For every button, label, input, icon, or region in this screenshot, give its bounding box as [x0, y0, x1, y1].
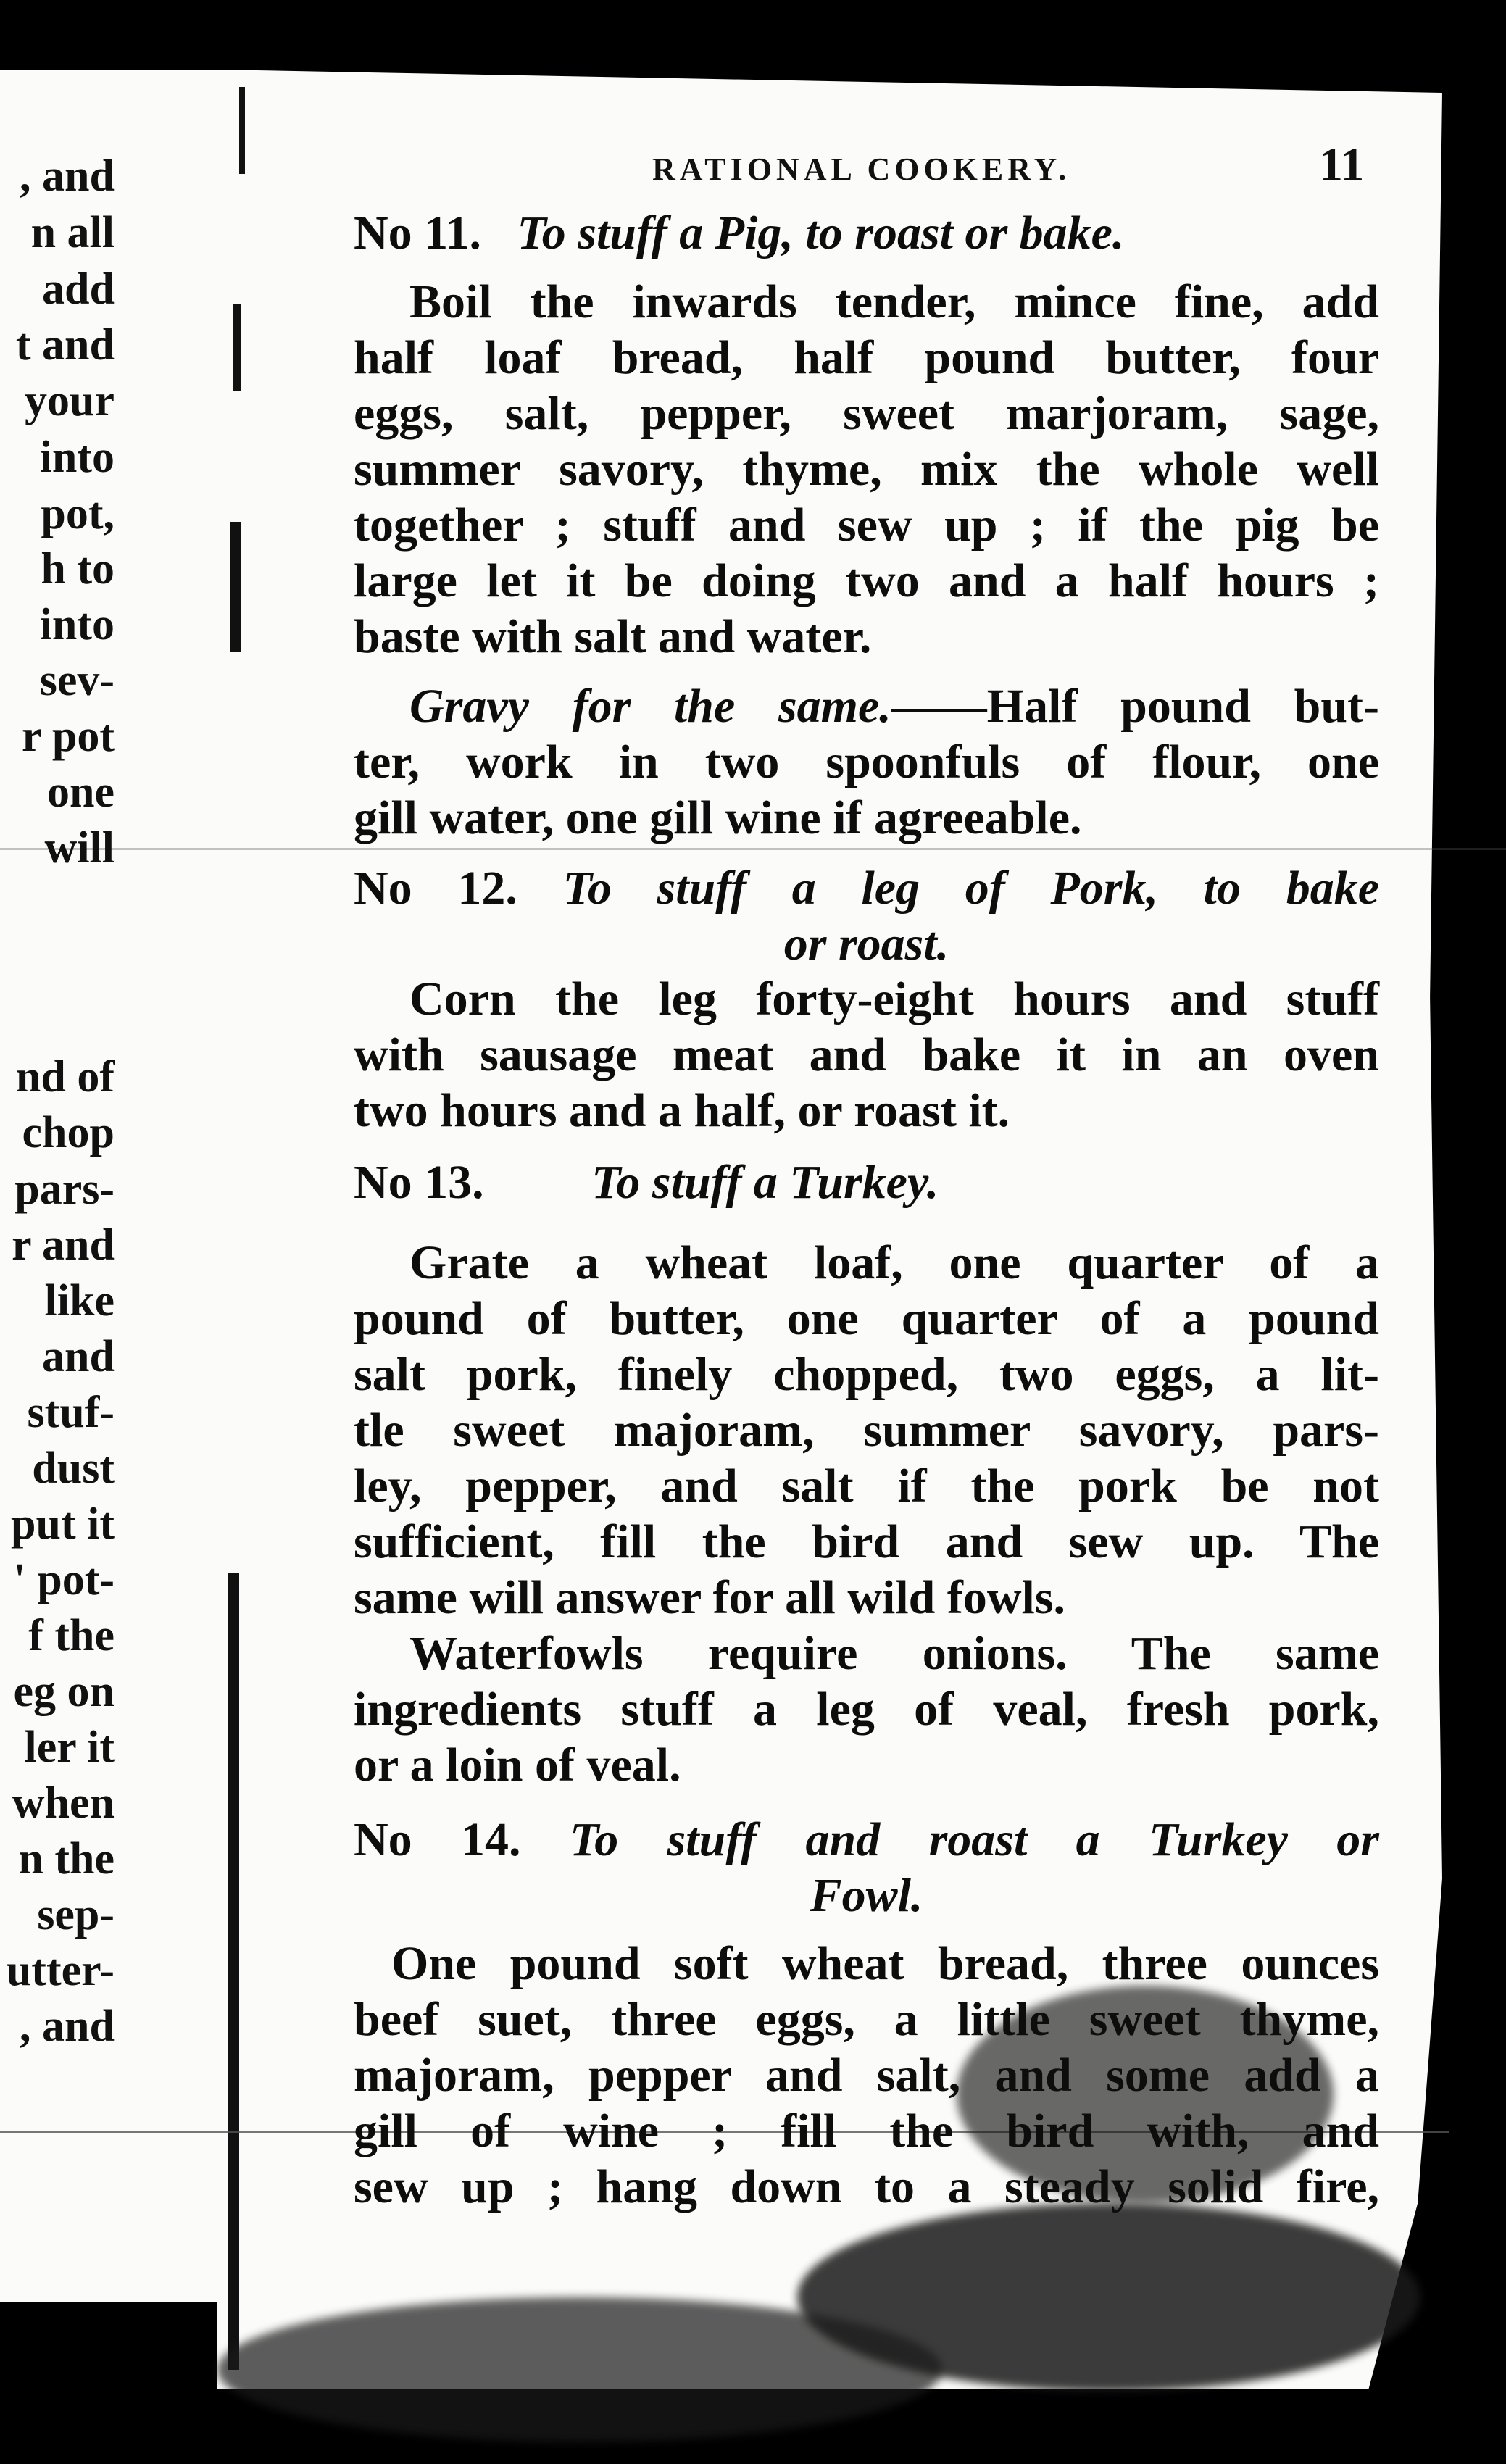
text-line: Waterfowls require onions. The same: [409, 1627, 1379, 1680]
recipe-title: To stuff a Turkey.: [591, 1156, 939, 1209]
left-page-fragment: f the: [28, 1611, 115, 1660]
recipe-number: No 14.: [354, 1813, 521, 1866]
left-page-fragment: , and: [20, 2002, 115, 2051]
text-line: sew up ; hang down to a steady solid fire,: [354, 2160, 1379, 2213]
left-page-fragment: your: [25, 376, 115, 425]
left-page-fragment: one: [47, 767, 115, 817]
recipe-number: No 11.: [354, 207, 482, 259]
left-page-fragment: eg on: [13, 1667, 115, 1716]
text-line: beef suet, three eggs, a little sweet thyme,: [354, 1993, 1379, 2046]
text-line: salt pork, finely chopped, two eggs, a lit-: [354, 1348, 1379, 1401]
recipe-heading: [354, 860, 1379, 917]
text-line: eggs, salt, pepper, sweet marjoram, sage,: [354, 387, 1379, 440]
left-page-fragment: utter-: [6, 1946, 115, 1995]
text-line: Grate a wheat loaf, one quarter of a: [409, 1236, 1379, 1289]
gutter-line: [228, 1573, 239, 2370]
left-page-fragment: ler it: [24, 1723, 115, 1772]
text-line: majoram, pepper and salt, and some add a: [354, 2049, 1379, 2102]
left-page-fragment: sev-: [39, 656, 115, 705]
left-page-fragment: r pot: [21, 712, 115, 761]
recipe-title-cont: Fowl.: [810, 1869, 923, 1922]
text-line: pound of butter, one quarter of a pound: [354, 1292, 1379, 1345]
text-line: gill water, one gill wine if agreeable.: [354, 791, 1082, 844]
left-page-fragment: and: [42, 1332, 115, 1381]
gravy-text: ——Half pound but-: [891, 680, 1379, 733]
gutter-line: [239, 87, 245, 174]
text-line: ter, work in two spoonfuls of flour, one: [354, 736, 1379, 788]
text-line: One pound soft wheat bread, three ounces: [391, 1937, 1379, 1990]
ink-stain: [217, 2297, 942, 2442]
recipe-number: No 13.: [354, 1156, 484, 1209]
left-page-fragment: pars-: [14, 1165, 115, 1214]
text-line: baste with salt and water.: [354, 610, 872, 663]
gutter-line: [233, 304, 241, 391]
left-page-fragment: will: [44, 823, 115, 873]
gravy-line: [409, 678, 1379, 736]
page-number: 11: [1319, 138, 1365, 191]
text-line: with sausage meat and bake it in an oven: [354, 1028, 1379, 1081]
text-line: tle sweet majoram, summer savory, pars-: [354, 1404, 1379, 1457]
text-line: or a loin of veal.: [354, 1739, 681, 1791]
text-line: half loaf bread, half pound butter, four: [354, 331, 1379, 384]
left-page-fragment: t and: [15, 320, 115, 370]
left-page-fragment: stuf-: [27, 1388, 115, 1437]
left-page-fragment: sep-: [37, 1890, 115, 1939]
text-line: Corn the leg forty-eight hours and stuff: [409, 973, 1379, 1025]
text-line: gill of wine ; fill the bird with, and: [354, 2105, 1379, 2157]
left-page-fragment: into: [39, 433, 115, 482]
gutter-line: [230, 522, 241, 652]
left-page-fragment: , and: [20, 151, 115, 201]
left-page-fragment: chop: [22, 1108, 115, 1157]
left-page-fragment: r and: [12, 1220, 115, 1270]
left-page-fragment: ' pot-: [13, 1555, 115, 1604]
recipe-title: To stuff and roast a Turkey or: [569, 1813, 1379, 1866]
text-line: sufficient, fill the bird and sew up. The: [354, 1515, 1379, 1568]
text-line: summer savory, thyme, mix the whole well: [354, 443, 1379, 496]
left-page-fragment: h to: [41, 544, 115, 594]
gravy-title: Gravy for the same.: [409, 680, 891, 733]
recipe-title: To stuff a Pig, to roast or bake.: [517, 207, 1125, 259]
left-page-fragment: nd of: [15, 1052, 115, 1102]
left-page-fragment: n the: [18, 1834, 115, 1884]
left-page-fragment: n all: [30, 208, 115, 257]
recipe-heading: [354, 204, 1379, 262]
left-page-fragment: add: [42, 265, 115, 314]
text-line: ley, pepper, and salt if the pork be not: [354, 1460, 1379, 1512]
text-line: ingredients stuff a leg of veal, fresh pork,: [354, 1683, 1379, 1736]
scan-rule: [0, 848, 1506, 850]
recipe-title-cont: or roast.: [783, 917, 949, 970]
left-page-fragment: put it: [11, 1499, 115, 1549]
recipe-heading: [354, 1154, 1379, 1212]
running-head: RATIONAL COOKERY.: [652, 151, 1071, 187]
text-line: same will answer for all wild fowls.: [354, 1571, 1066, 1624]
recipe-heading: [354, 1811, 1379, 1869]
left-page-fragment: pot,: [41, 489, 115, 538]
text-line: large let it be doing two and a half hours ;: [354, 554, 1379, 607]
recipe-number: No 12.: [354, 862, 517, 915]
text-line: Boil the inwards tender, mince fine, add: [409, 275, 1379, 328]
text-line: two hours and a half, or roast it.: [354, 1084, 1010, 1137]
left-page-fragment: like: [44, 1276, 115, 1325]
left-page-fragment: dust: [32, 1444, 115, 1493]
text-line: together ; stuff and sew up ; if the pig be: [354, 499, 1379, 552]
left-page-fragment: into: [39, 600, 115, 649]
recipe-title: To stuff a leg of Pork, to bake: [562, 862, 1379, 915]
left-page-fragment: when: [12, 1778, 115, 1828]
